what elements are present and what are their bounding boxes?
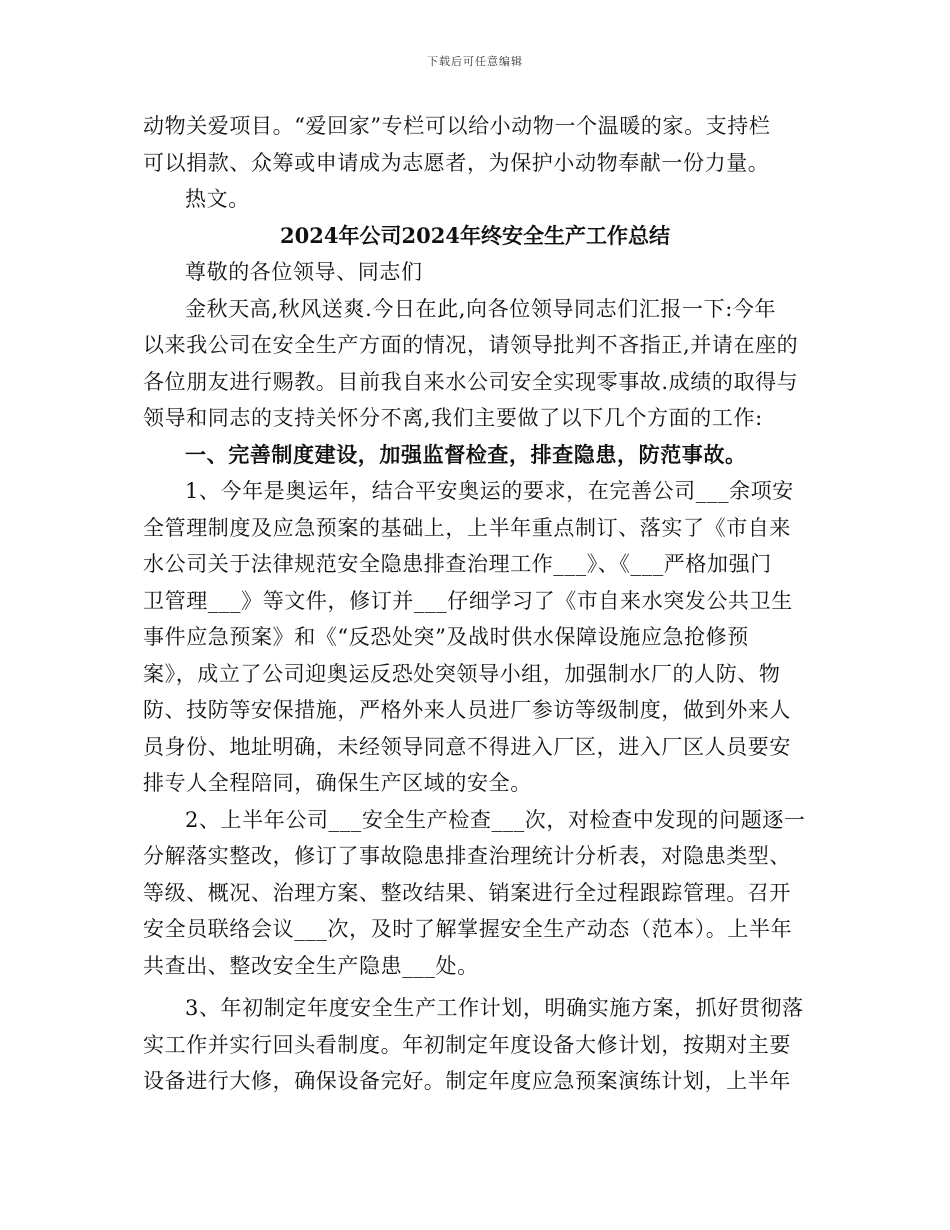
paragraph-line: 3、年初制定年度安全生产工作计划，明确实施方案，抓好贯彻落 [185, 996, 804, 1020]
paragraph-line: 以来我公司在安全生产方面的情况，请领导批判不吝指正,并请在座的 [143, 333, 799, 357]
paragraph-line: 1、今年是奥运年，结合平安奥运的要求，在完善公司___余项安 [185, 479, 794, 503]
paragraph-line: 防、技防等安保措施，严格外来人员进厂参访等级制度，做到外来人 [143, 698, 791, 722]
paragraph-line: 分解落实整改，修订了事故隐患排查治理统计分析表，对隐患类型、 [143, 844, 791, 868]
paragraph-line: 设备进行大修，确保设备完好。制定年度应急预案演练计划，上半年 [143, 1069, 791, 1093]
paragraph-line: 2、上半年公司___安全生产检查___次，对检查中发现的问题逐一 [185, 807, 806, 832]
paragraph-line: 员身份、地址明确，未经领导同意不得进入厂区，进入厂区人员要安 [143, 734, 791, 759]
paragraph-line: 各位朋友进行赐教。目前我自来水公司安全实现零事故.成绩的取得与 [143, 369, 799, 394]
document-title: 2024年公司2024年终安全生产工作总结 [280, 222, 670, 248]
paragraph-line: 水公司关于法律规范安全隐患排查治理工作___》、《___严格加强门 [143, 552, 772, 576]
paragraph-line: 领导和同志的支持关怀分不离,我们主要做了以下几个方面的工作: [143, 406, 763, 430]
paragraph-line: 全管理制度及应急预案的基础上，上半年重点制订、落实了《市自来 [143, 515, 791, 540]
document-body [143, 108, 807, 1100]
paragraph-line: 热文。 [185, 187, 250, 211]
paragraph-line: 等级、概况、治理方案、整改结果、销案进行全过程跟踪管理。召开 [143, 880, 791, 905]
paragraph-line: 可以捐款、众筹或申请成为志愿者，为保护小动物奉献一份力量。 [143, 150, 770, 175]
page-header: 下载后可任意编辑 [427, 55, 523, 68]
salutation: 尊敬的各位领导、同志们 [185, 260, 423, 284]
paragraph-line: 实工作并实行回头看制度。年初制定年度设备大修计划，按期对主要 [143, 1032, 791, 1057]
paragraph-line: 安全员联络会议___次，及时了解掌握安全生产动态（范本）。上半年 [143, 917, 793, 941]
paragraph-line: 案》，成立了公司迎奥运反恐处突领导小组，加强制水厂的人防、物 [143, 661, 781, 686]
section-heading: 一、完善制度建设，加强监督检查，排查隐患，防范事故。 [185, 441, 747, 467]
paragraph-line: 事件应急预案》和《“反恐处突”及战时供水保障设施应急抢修预 [143, 625, 749, 649]
paragraph-line: 金秋天高,秋风送爽.今日在此,向各位领导同志们汇报一下:今年 [185, 296, 777, 321]
paragraph-line: 共查出、整改安全生产隐患___处。 [143, 953, 479, 978]
paragraph-line: 动物关爱项目。“爱回家”专栏可以给小动物一个温暖的家。支持栏 [143, 114, 771, 138]
paragraph-line: 卫管理___》等文件，修订并___仔细学习了《市自来水突发公共卫生 [143, 588, 793, 613]
paragraph-line: 排专人全程陪同，确保生产区域的安全。 [143, 771, 532, 795]
